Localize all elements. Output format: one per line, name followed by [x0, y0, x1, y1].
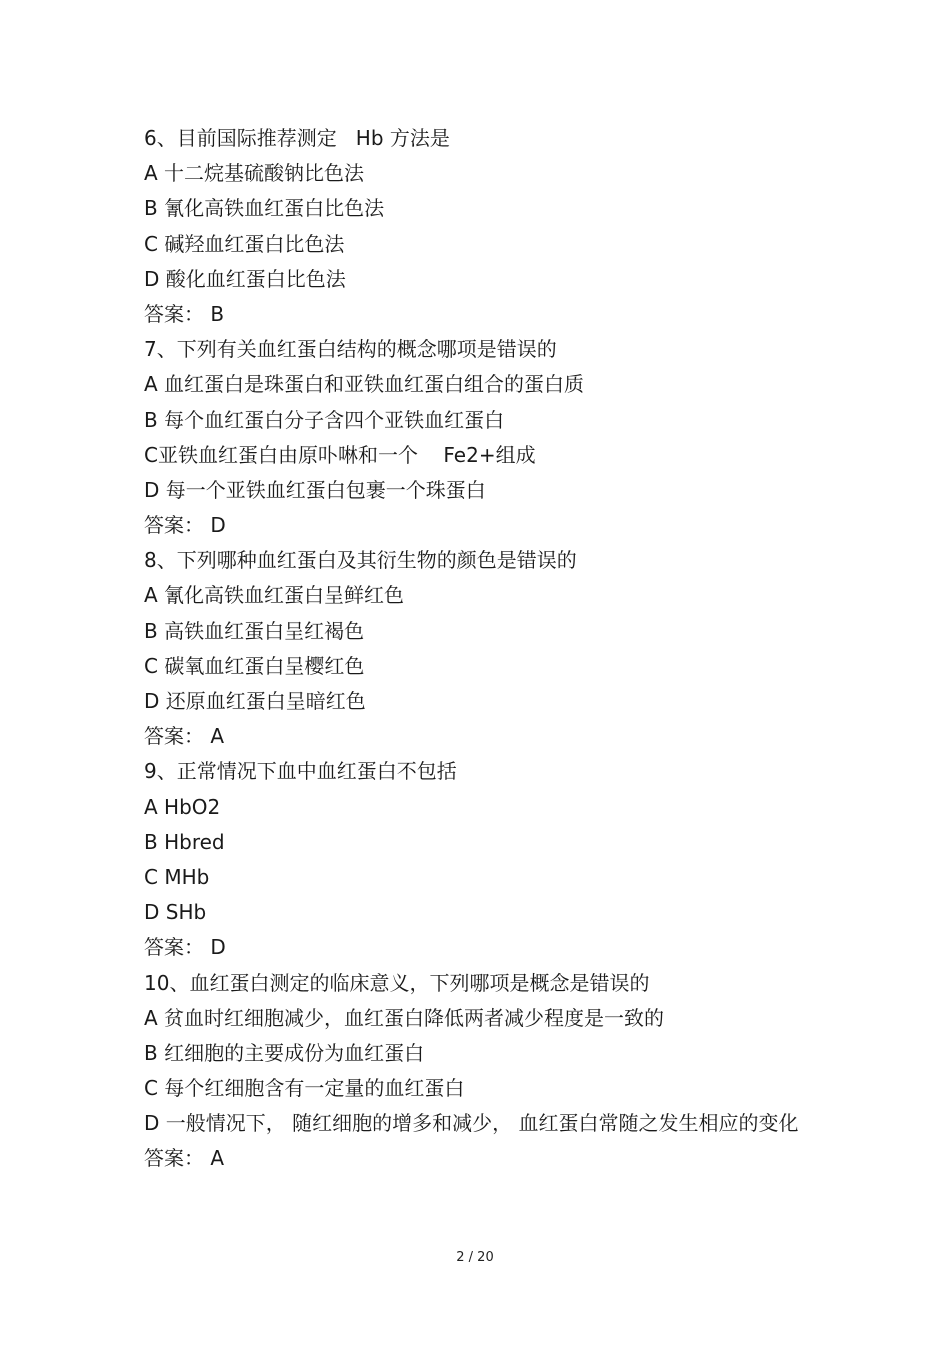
- answer: 答案： D: [144, 513, 226, 538]
- answer: 答案： A: [144, 1146, 225, 1171]
- answer: 答案： A: [144, 724, 225, 749]
- answer: 答案： B: [144, 301, 225, 326]
- option-a: A HbO2: [144, 794, 221, 819]
- option-c: C 碳氧血红蛋白呈樱红色: [144, 653, 365, 678]
- question-stem: 8、下列哪种血红蛋白及其衍生物的颜色是错误的: [144, 548, 577, 573]
- question-8: [144, 543, 804, 754]
- option-a: A 氰化高铁血红蛋白呈鲜红色: [144, 583, 405, 608]
- option-c: C 碱羟血红蛋白比色法: [144, 231, 345, 256]
- option-d: D SHb: [144, 900, 207, 925]
- option-b: B Hbred: [144, 829, 225, 854]
- option-d: D 酸化血红蛋白比色法: [144, 266, 346, 291]
- question-stem: 10、血红蛋白测定的临床意义，下列哪项是概念是错误的: [144, 970, 650, 995]
- option-b: B 每个血红蛋白分子含四个亚铁血红蛋白: [144, 407, 505, 432]
- option-a: A 血红蛋白是珠蛋白和亚铁血红蛋白组合的蛋白质: [144, 372, 585, 397]
- question-stem: 6、目前国际推荐测定 Hb 方法是: [144, 126, 450, 150]
- question-9: [144, 754, 804, 965]
- question-stem: 9、正常情况下血中血红蛋白不包括: [144, 759, 457, 784]
- option-b: B 高铁血红蛋白呈红褐色: [144, 618, 365, 643]
- question-7: [144, 332, 804, 543]
- option-d: D 一般情况下， 随红细胞的增多和减少， 血红蛋白常随之发生相应的变化: [144, 1111, 799, 1136]
- option-b: B 氰化高铁血红蛋白比色法: [144, 196, 385, 221]
- option-d: D 还原血红蛋白呈暗红色: [144, 689, 366, 713]
- option-d: D 每一个亚铁血红蛋白包裹一个珠蛋白: [144, 477, 486, 502]
- question-10: [144, 966, 804, 1177]
- option-c: C亚铁血红蛋白由原卟啉和一个 Fe2+组成: [144, 442, 536, 467]
- page-number: 2 / 20: [456, 1250, 494, 1265]
- question-stem: 7、下列有关血红蛋白结构的概念哪项是错误的: [144, 337, 557, 362]
- option-a: A 十二烷基硫酸钠比色法: [144, 161, 365, 186]
- answer: 答案： D: [144, 935, 226, 960]
- question-list: [144, 121, 804, 1177]
- option-c: C 每个红细胞含有一定量的血红蛋白: [144, 1076, 465, 1101]
- question-6: [144, 121, 804, 332]
- option-c: C MHb: [144, 864, 210, 889]
- option-b: B 红细胞的主要成份为血红蛋白: [144, 1040, 425, 1065]
- option-a: A 贫血时红细胞减少，血红蛋白降低两者减少程度是一致的: [144, 1005, 665, 1030]
